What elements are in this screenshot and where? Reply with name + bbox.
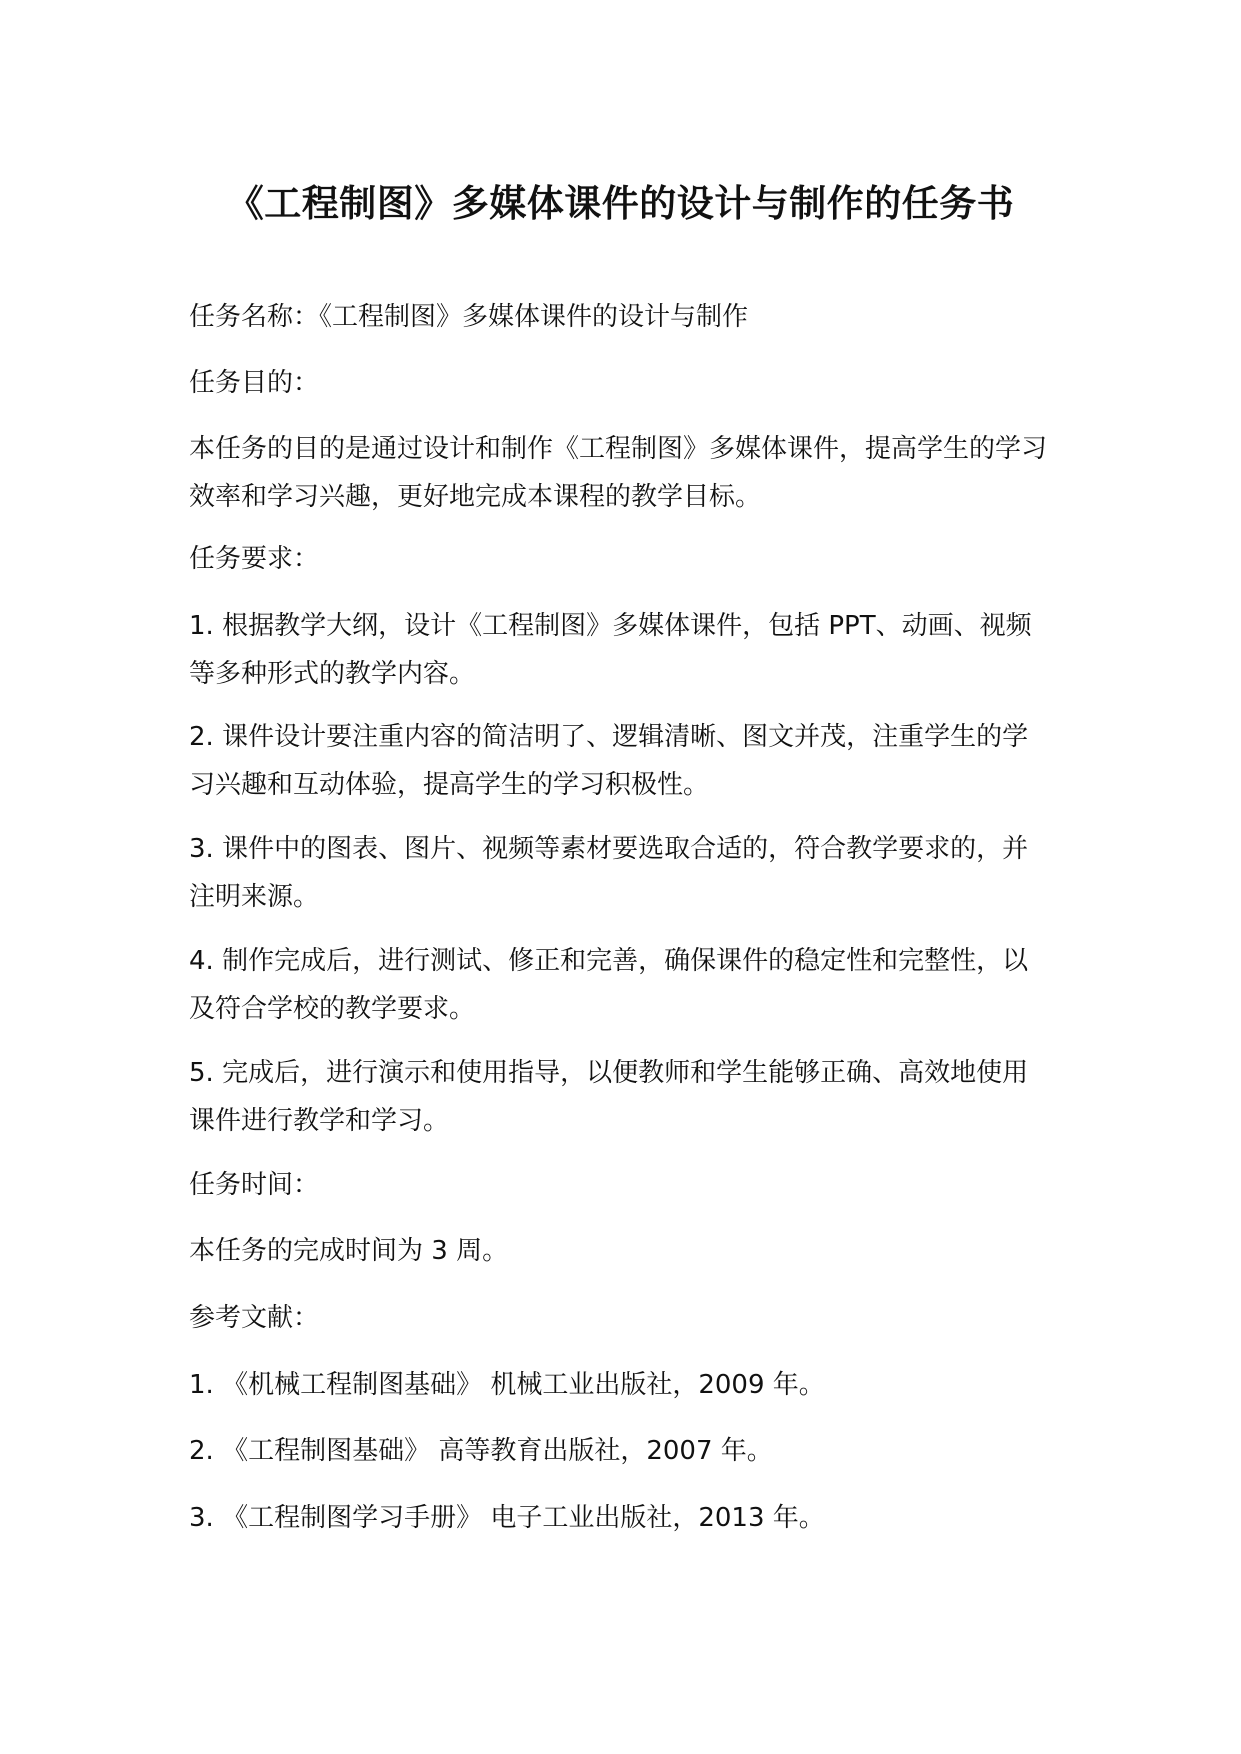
requirements-heading: 任务要求：	[189, 544, 320, 574]
document-title: 《工程制图》多媒体课件的设计与制作的任务书	[226, 182, 1015, 225]
requirement-item: 2. 课件设计要注重内容的简洁明了、逻辑清晰、图文并茂，注重学生的学习兴趣和互动体验，提高学生的学习积极性。	[189, 722, 1029, 800]
purpose-text: 本任务的目的是通过设计和制作《工程制图》多媒体课件，提高学生的学习效率和学习兴趣，更好地完成本课程的教学目标。	[189, 434, 1048, 512]
reference-item: 2. 《工程制图基础》 高等教育出版社，2007 年。	[189, 1436, 773, 1466]
requirement-item: 1. 根据教学大纲，设计《工程制图》多媒体课件，包括 PPT、动画、视频等多种形式的教学内容。	[189, 611, 1032, 689]
purpose-heading: 任务目的：	[189, 368, 320, 398]
reference-item: 1. 《机械工程制图基础》 机械工业出版社，2009 年。	[189, 1370, 825, 1400]
reference-item: 3. 《工程制图学习手册》 电子工业出版社，2013 年。	[189, 1503, 825, 1533]
time-heading: 任务时间：	[189, 1170, 320, 1200]
requirement-item: 4. 制作完成后，进行测试、修正和完善，确保课件的稳定性和完整性，以及符合学校的教学要求。	[189, 946, 1029, 1024]
requirement-item: 5. 完成后，进行演示和使用指导，以便教师和学生能够正确、高效地使用课件进行教学和学习。	[189, 1058, 1029, 1136]
references-heading: 参考文献：	[189, 1303, 320, 1333]
task-name: 任务名称：《工程制图》多媒体课件的设计与制作	[189, 302, 749, 332]
requirement-item: 3. 课件中的图表、图片、视频等素材要选取合适的，符合教学要求的，并注明来源。	[189, 834, 1029, 912]
time-text: 本任务的完成时间为 3 周。	[189, 1236, 509, 1266]
